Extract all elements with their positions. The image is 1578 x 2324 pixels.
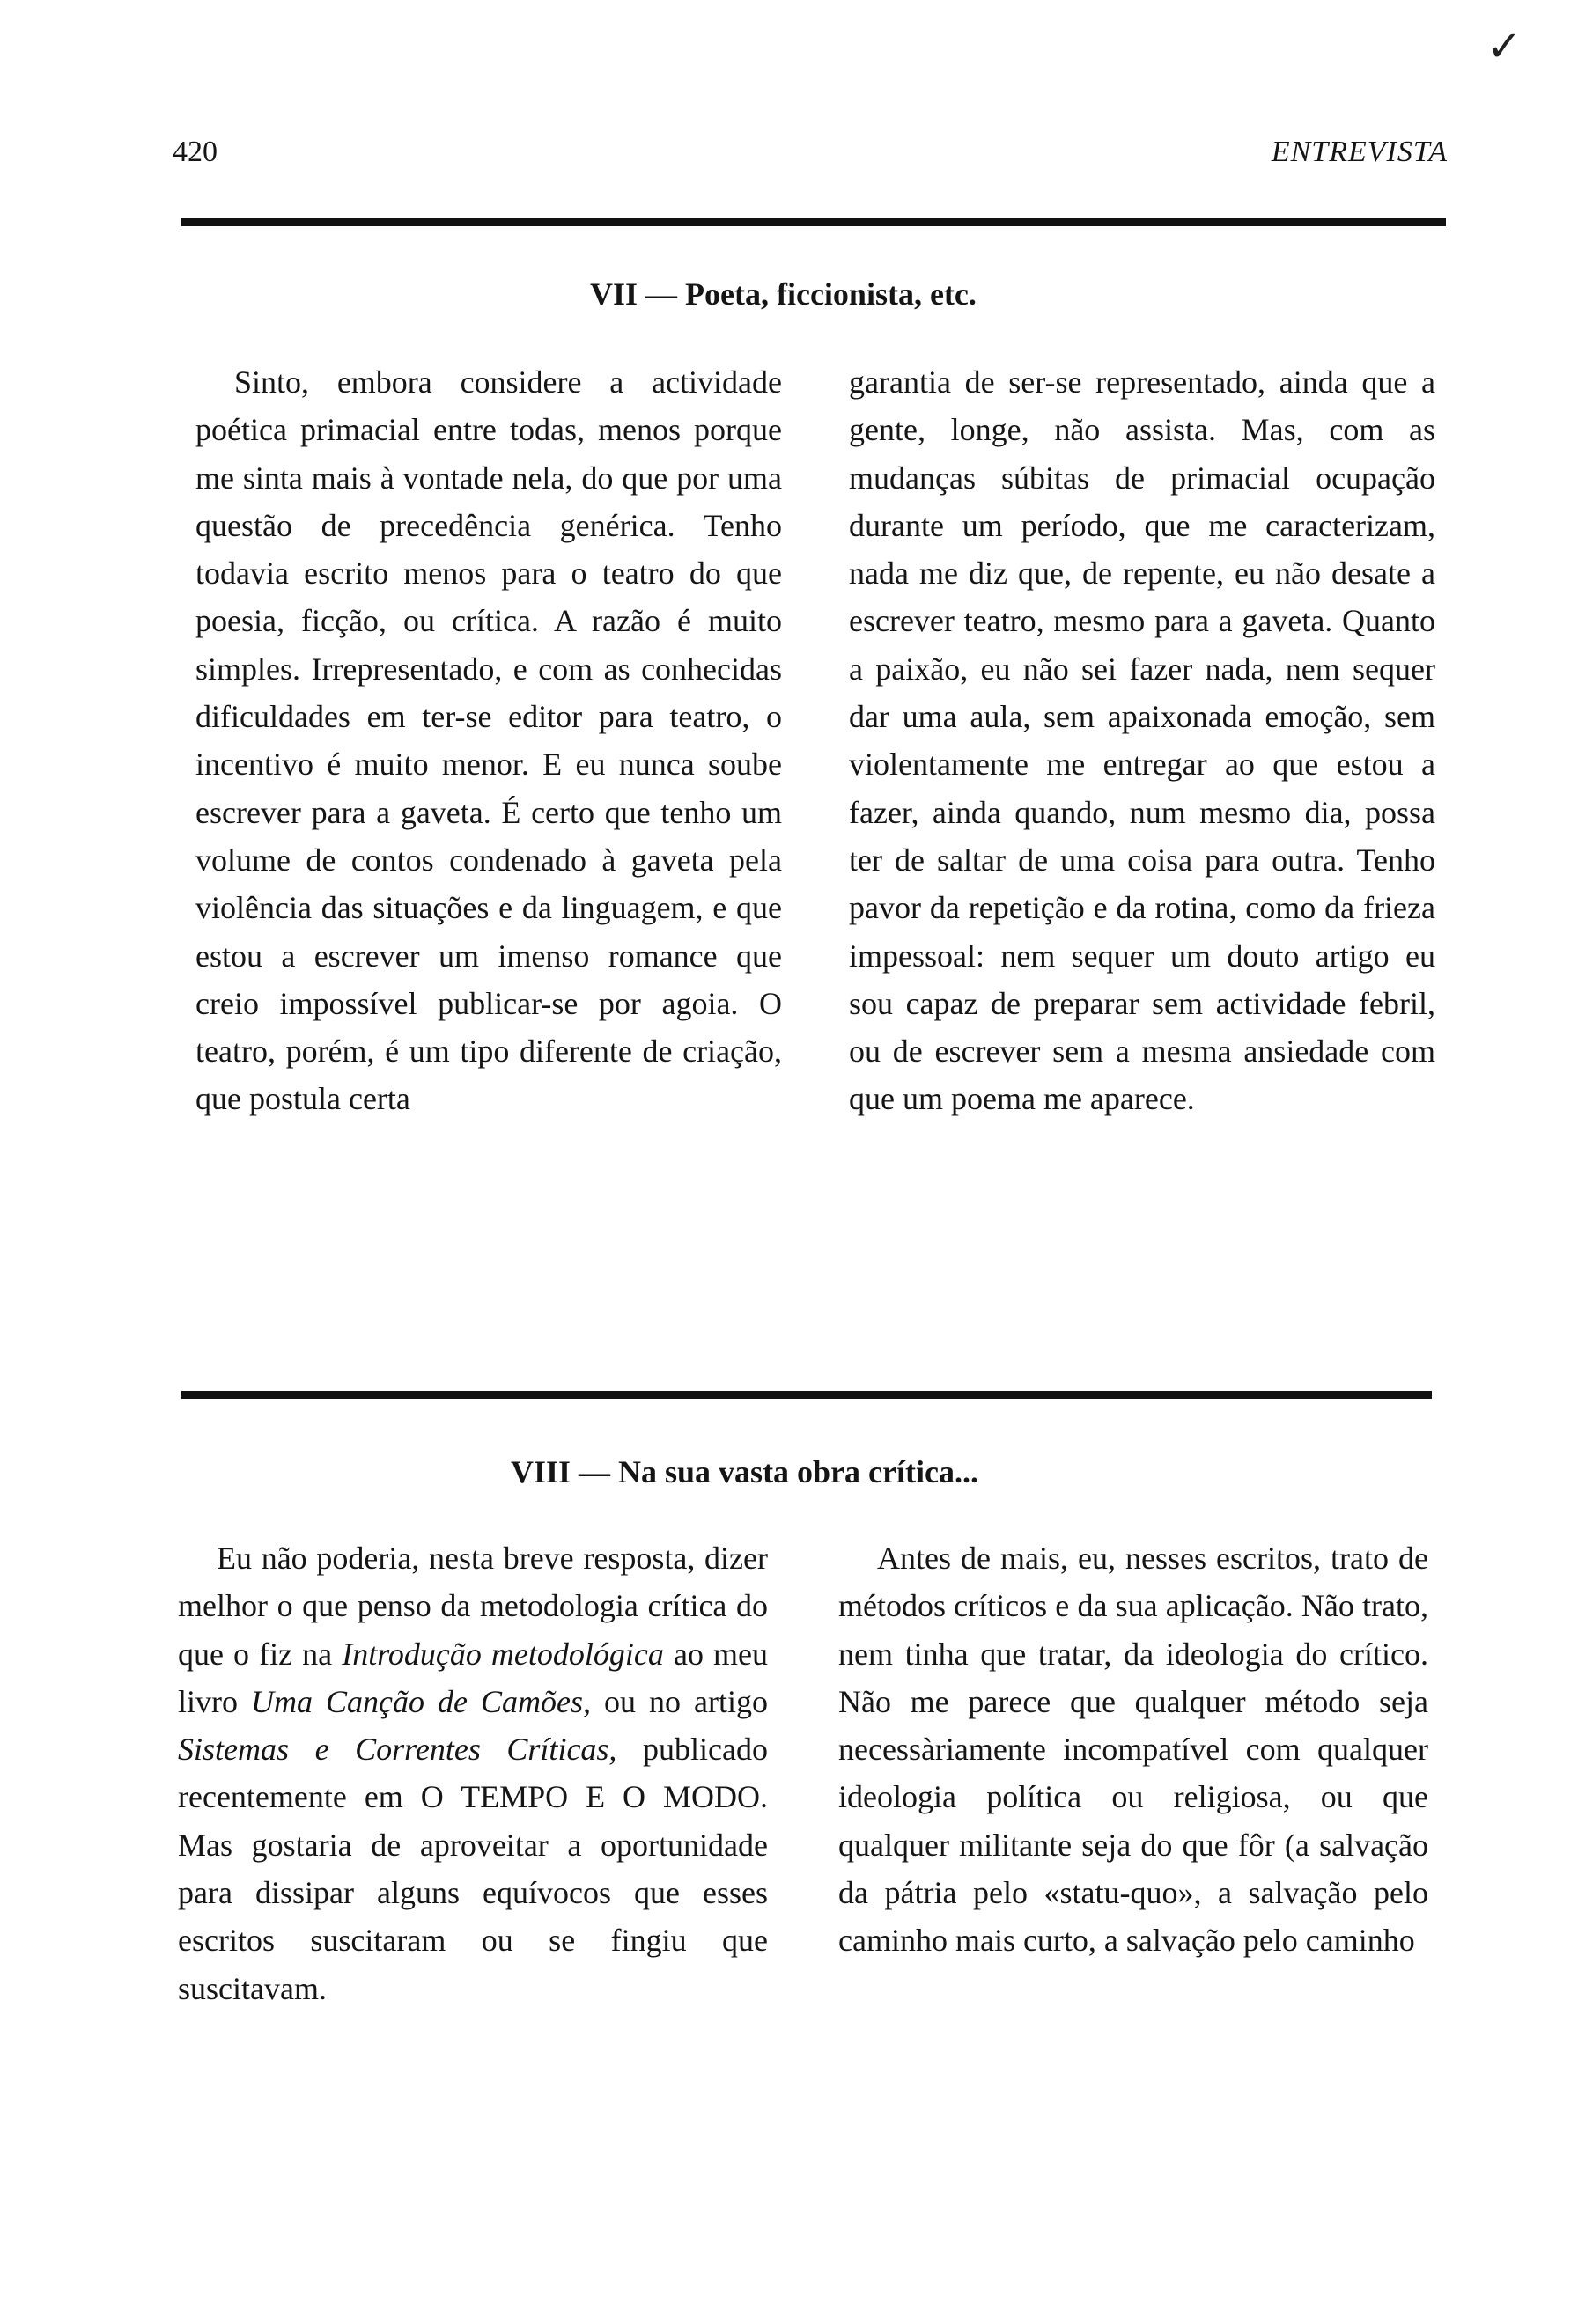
section-vii-left-text: Sinto, embora considere a actividade poética primacial entre todas, menos porque me sinta mais à vontade nela, do que por uma questão de precedência genérica. Tenho todavia escrito menos para o teatro do que poesia, ficção, ou crítica. A razão é muito simples. Irrepresentado, e com as conhecidas dificuldades em ter-se editor para teatro, o incentivo é muito menor. E eu nunca soube escrever para a gaveta. É certo que tenho um volume de contos condenado à gaveta pela violência das situações e da linguagem, e que estou a escrever um imenso romance que creio impossível publicar-se por agoia. O teatro, porém, é um tipo diferente de criação, que postula certa [195, 364, 782, 1117]
section-title-viii: VIII — Na sua vasta obra crítica... [511, 1454, 978, 1489]
section-vii-right-column [849, 358, 1435, 1123]
book-title-introducao: Introdução metodológica [342, 1636, 664, 1672]
middle-divider-rule [181, 1391, 1432, 1399]
section-viii-left-text-3: ou no artigo [590, 1683, 768, 1719]
section-viii-left-text-1: Eu não poderia, nesta breve resposta, dizer melhor o que penso da metodologia crítica do que o fiz na [178, 1541, 768, 1672]
top-divider-rule [181, 218, 1446, 226]
section-viii-right-column [838, 1534, 1428, 1965]
handwritten-check-mark: ✓ [1486, 24, 1523, 70]
section-viii-left-column [178, 1534, 768, 2012]
section-title-vii: VII — Poeta, ficcionista, etc. [590, 276, 977, 312]
running-head: ENTREVISTA [1271, 136, 1448, 168]
article-title-sistemas: Sistemas e Correntes Críticas, [178, 1732, 617, 1768]
section-vii-left-column [195, 358, 782, 1123]
section-viii-left-text-4: publicado recentemente em O TEMPO E O MODO. Mas gostaria de aproveitar a oportunidade para dissipar alguns equívocos que esses escritos suscitaram ou se fingiu que suscitavam. [178, 1732, 768, 2006]
book-title-cancao: Uma Canção de Camões, [251, 1683, 591, 1719]
section-viii-left-text-2: ao meu livro [178, 1636, 768, 1719]
section-viii-right-text: Antes de mais, eu, nesses escritos, trato de métodos críticos e da sua aplicação. Não trato, nem tinha que tratar, da ideologia do crítico. Não me parece que qualquer método seja necessàriamente incompatível com qualquer ideologia política ou religiosa, ou que qualquer militante seja do que fôr (a salvação da pátria pelo «statu-quo», a salvação pelo caminho mais curto, a salvação pelo caminho [838, 1541, 1428, 1959]
section-vii-right-text: garantia de ser-se representado, ainda que a gente, longe, não assista. Mas, com as mudanças súbitas de primacial ocupação durante um período, que me caracterizam, nada me diz que, de repente, eu não desate a escrever teatro, mesmo para a gaveta. Quanto a paixão, eu não sei fazer nada, nem sequer dar uma aula, sem apaixonada emoção, sem violentamente me entregar ao que estou a fazer, ainda quando, num mesmo dia, possa ter de saltar de uma coisa para outra. Tenho pavor da repetição e da rotina, como da frieza impessoal: nem sequer um douto artigo eu sou capaz de preparar sem actividade febril, ou de escrever sem a mesma ansiedade com que um poema me aparece. [849, 364, 1435, 1117]
page-number: 420 [173, 136, 218, 168]
